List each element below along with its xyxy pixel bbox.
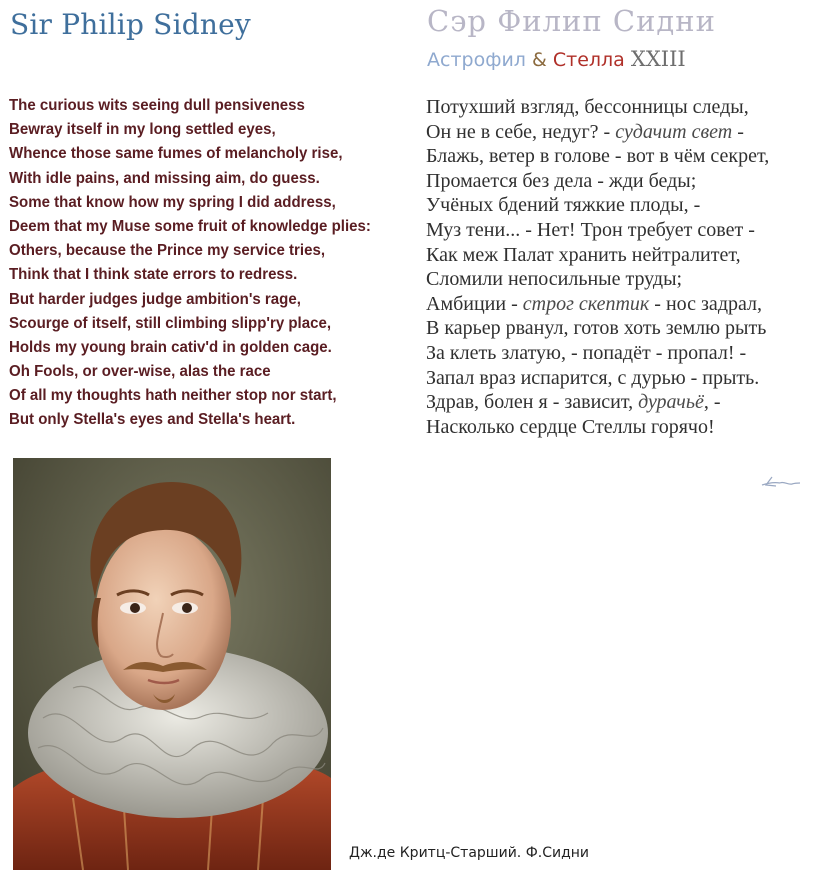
- poem-russian-text: Блажь, ветер в голове - вот в чём секрет,: [426, 145, 770, 168]
- poem-english-line: Of all my thoughts hath neither stop nor start,: [9, 387, 337, 405]
- portrait-painting: [13, 458, 331, 870]
- poem-russian-line: [426, 415, 769, 440]
- poem-english-line: Think that I think state errors to redress.: [9, 266, 298, 284]
- poem-russian-text: Амбиции -: [426, 292, 523, 315]
- poem-english-line: Whence those same fumes of melancholy rise,: [9, 145, 343, 163]
- poem-russian-text: Здрав, болен я - зависит,: [426, 391, 639, 414]
- poem-russian-text: В карьер рванул, готов хоть землю рыть: [426, 317, 767, 340]
- poem-english-line: Oh Fools, or over-wise, alas the race: [9, 363, 271, 381]
- poem-russian-line: [426, 292, 769, 317]
- subtitle-astrophil: Астрофил: [427, 49, 526, 71]
- poem-russian-text: Запал враз испарится, с дурью - прыть.: [426, 366, 760, 389]
- poem-english-line: But harder judges judge ambition's rage,: [9, 290, 301, 308]
- poem-russian-text: За клеть златую, - попадёт - пропал! -: [426, 341, 747, 364]
- poem-russian-text: - нос задрал,: [649, 292, 763, 315]
- poem-russian-line: [426, 366, 769, 391]
- poem-russian-line: [426, 267, 769, 292]
- poem-russian-text: Он не в себе, недуг? -: [426, 120, 616, 143]
- poem-english-line: Bewray itself in my long settled eyes,: [9, 121, 276, 139]
- poem-english-line: Some that know how my spring I did address,: [9, 193, 336, 211]
- poem-english: [9, 94, 371, 433]
- poem-russian-line: [426, 95, 769, 120]
- poem-russian: [426, 95, 769, 439]
- poem-english-line: Deem that my Muse some fruit of knowledge plies:: [9, 217, 371, 235]
- poem-russian-italic: дурачьё: [638, 391, 704, 414]
- signature-icon: [758, 471, 803, 493]
- poem-russian-text: Муз тени... - Нет! Трон требует совет -: [426, 218, 755, 241]
- poem-english-line: Others, because the Prince my service tries,: [9, 242, 326, 260]
- poem-russian-line: [426, 390, 769, 415]
- poem-russian-line: [426, 341, 769, 366]
- poem-russian-text: Промается без дела - жди беды;: [426, 169, 697, 192]
- poem-subtitle: [427, 47, 686, 71]
- poem-russian-text: Сломили непосильные труды;: [426, 268, 683, 291]
- poem-russian-italic: судачит свет: [615, 120, 733, 143]
- poem-russian-text: , -: [703, 391, 721, 414]
- portrait-caption: Дж.де Критц-Старший. Ф.Сидни: [349, 845, 590, 861]
- poem-russian-text: -: [732, 120, 744, 143]
- poem-russian-text: Насколько сердце Стеллы горячо!: [426, 415, 715, 438]
- poem-english-line: The curious wits seeing dull pensiveness: [9, 97, 305, 114]
- poem-russian-line: [426, 120, 769, 145]
- poem-russian-text: Потухший взгляд, бессонницы следы,: [426, 96, 749, 118]
- subtitle-ampersand: &: [531, 49, 547, 71]
- title-english: Sir Philip Sidney: [10, 8, 251, 41]
- poem-english-line: But only Stella's eyes and Stella's heart.: [9, 411, 296, 429]
- poem-russian-line: [426, 243, 769, 268]
- subtitle-sonnet-number: XXIII: [630, 47, 686, 71]
- poem-russian-line: [426, 316, 769, 341]
- poem-russian-line: [426, 169, 769, 194]
- poem-russian-text: Как меж Палат хранить нейтралитет,: [426, 243, 741, 266]
- subtitle-stella: Стелла: [552, 49, 625, 71]
- poem-russian-line: [426, 218, 769, 243]
- poem-english-line: Scourge of itself, still climbing slipp'ry place,: [9, 314, 331, 332]
- poem-russian-line: [426, 144, 769, 169]
- poem-russian-italic: строг скептик: [522, 292, 650, 315]
- poem-russian-text: Учёных бдений тяжкие плоды, -: [426, 194, 701, 217]
- poem-english-line: Holds my young brain cativ'd in golden cage.: [9, 338, 332, 356]
- poem-russian-line: [426, 193, 769, 218]
- poem-english-line: With idle pains, and missing aim, do guess.: [9, 169, 320, 187]
- title-russian: Сэр Филип Сидни: [427, 4, 716, 38]
